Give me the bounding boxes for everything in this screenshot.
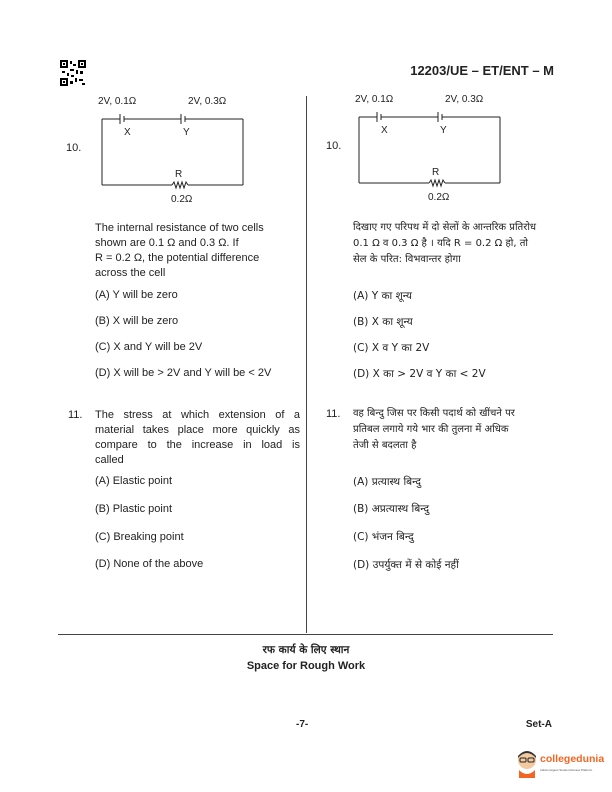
q11-number-hi: 11.	[326, 408, 341, 420]
q11-option-c-hi: (C) भंजन बिन्दु	[353, 531, 414, 543]
q10-option-b-en: (B) X will be zero	[95, 315, 179, 327]
resistor-value: 0.2Ω	[428, 192, 450, 203]
q10-option-b-hi: (B) X का शून्य	[353, 316, 413, 328]
q10-line-hi: सेल के परित: विभवान्तर होगा	[353, 254, 461, 265]
q11-line-hi: वह बिन्दु जिस पर किसी पदार्थ को खींचने पर	[353, 408, 515, 419]
q10-text-hi	[353, 220, 553, 268]
q11-line: material takes place more quickly as	[95, 424, 300, 436]
q10-line: The internal resistance of two cells	[95, 222, 264, 234]
paper-code: 12203/UE – ET/ENT – M	[410, 63, 554, 78]
q11-line: called	[95, 454, 124, 466]
cell-y-rating: 2V, 0.3Ω	[188, 96, 227, 107]
logo-tagline: India's largest Student Review Platform	[540, 768, 593, 772]
q10-circuit-en	[92, 94, 252, 209]
label-r: R	[175, 169, 183, 180]
q11-text-en	[95, 408, 300, 468]
q11-option-b-en: (B) Plastic point	[95, 503, 173, 515]
q10-option-d-hi: (D) X का > 2V व Y का < 2V	[353, 368, 486, 380]
q10-option-a-en: (A) Y will be zero	[95, 289, 178, 301]
q11-line-hi: प्रतिबल लगाये गये भार की तुलना में अधिक	[353, 424, 509, 435]
q10-circuit-hi	[349, 92, 509, 207]
q10-option-c-en: (C) X and Y will be 2V	[95, 341, 203, 353]
q10-option-c-hi: (C) X व Y का 2V	[353, 342, 430, 354]
q11-line-hi: तेजी से बदलता है	[353, 440, 417, 451]
rough-work-heading-hi: रफ कार्य के लिए स्थान	[262, 644, 350, 656]
q10-line-hi: दिखाए गए परिपथ में दो सेलों के आन्तरिक प्रतिरोध	[353, 222, 537, 233]
cell-y-rating: 2V, 0.3Ω	[445, 94, 484, 105]
label-x: X	[124, 127, 131, 138]
label-r: R	[432, 167, 440, 178]
q10-text-en	[95, 221, 300, 281]
collegedunia-logo	[515, 746, 610, 786]
label-x: X	[381, 125, 388, 136]
q10-number-hi: 10.	[326, 140, 342, 152]
q10-line: across the cell	[95, 267, 166, 279]
q11-text-hi	[353, 406, 553, 454]
q11-line: The stress at which extension of a	[95, 409, 300, 421]
rough-work-rule	[58, 634, 553, 635]
circuit-diagram	[349, 92, 509, 207]
q10-line: shown are 0.1 Ω and 0.3 Ω. If	[95, 237, 239, 249]
cell-x-rating: 2V, 0.1Ω	[98, 96, 137, 107]
set-label: Set-A	[525, 719, 552, 730]
logo-wordmark: collegedunia	[540, 753, 605, 765]
q11-option-a-hi: (A) प्रत्यास्थ बिन्दु	[353, 476, 421, 488]
resistor-value: 0.2Ω	[171, 194, 193, 205]
q11-option-d-en: (D) None of the above	[95, 558, 204, 570]
label-y: Y	[440, 125, 447, 136]
q11-option-b-hi: (B) अप्रत्यास्थ बिन्दु	[353, 503, 430, 515]
q10-option-a-hi: (A) Y का शून्य	[353, 290, 412, 302]
q10-option-d-en: (D) X will be > 2V and Y will be < 2V	[95, 367, 272, 379]
label-y: Y	[183, 127, 190, 138]
q11-number: 11.	[68, 409, 83, 421]
q11-option-d-hi: (D) उपर्युक्त में से कोई नहीं	[353, 559, 459, 571]
q11-option-c-en: (C) Breaking point	[95, 531, 184, 543]
q10-number: 10.	[66, 142, 82, 154]
q11-line: compare to the increase in load is	[95, 439, 300, 451]
circuit-diagram	[92, 94, 252, 209]
cell-x-rating: 2V, 0.1Ω	[355, 94, 394, 105]
mascot-icon	[515, 748, 539, 778]
q10-line: R = 0.2 Ω, the potential difference	[95, 252, 260, 264]
column-divider	[306, 96, 307, 633]
qr-code	[60, 60, 86, 86]
q11-option-a-en: (A) Elastic point	[95, 475, 173, 487]
page-number: -7-	[296, 719, 309, 730]
q10-line-hi: 0.1 Ω व 0.3 Ω है । यदि R = 0.2 Ω हो, तो	[353, 238, 529, 249]
rough-work-heading-en: Space for Rough Work	[246, 660, 366, 672]
